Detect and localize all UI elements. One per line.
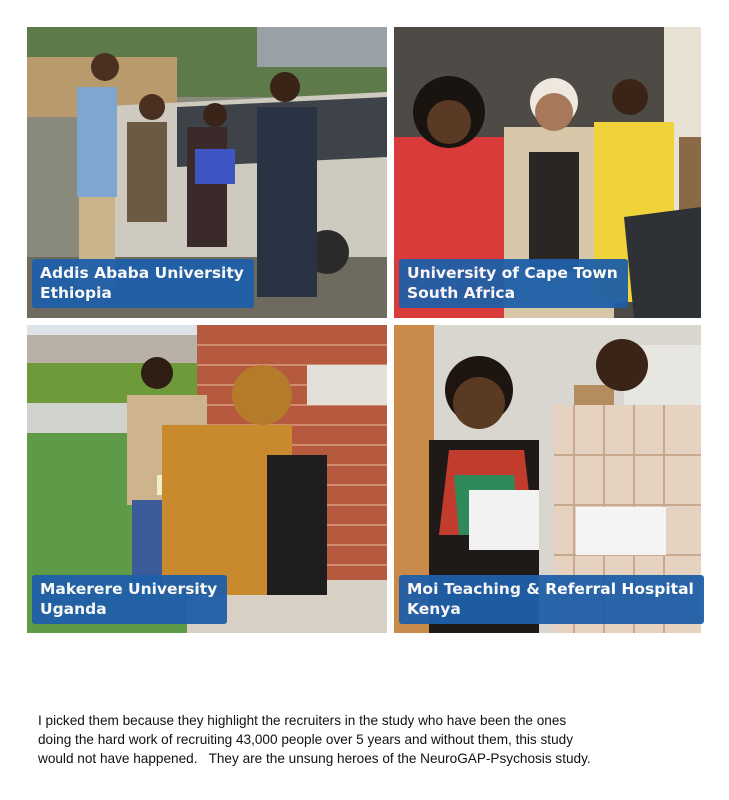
label-moi-institution: Moi Teaching & Referral Hospital xyxy=(407,580,694,598)
label-addis-ababa xyxy=(32,259,254,308)
caption-line-1: I picked them because they highlight the recruiters in the study who have been the ones xyxy=(38,713,567,728)
label-cape-town-country: South Africa xyxy=(407,284,516,302)
label-addis-ababa-country: Ethiopia xyxy=(40,284,112,302)
label-makerere-institution: Makerere University xyxy=(40,580,218,598)
label-cape-town xyxy=(399,259,628,308)
label-makerere xyxy=(32,575,227,624)
caption-line-2: doing the hard work of recruiting 43,000 people over 5 years and without them, this study xyxy=(38,732,574,747)
label-addis-ababa-institution: Addis Ababa University xyxy=(40,264,244,282)
caption-line-3: would not have happened. They are the unsung heroes of the NeuroGAP-Psychosis study. xyxy=(38,751,591,766)
label-moi xyxy=(399,575,704,624)
label-moi-country: Kenya xyxy=(407,600,461,618)
label-cape-town-institution: University of Cape Town xyxy=(407,264,618,282)
label-makerere-country: Uganda xyxy=(40,600,107,618)
caption xyxy=(38,711,708,768)
